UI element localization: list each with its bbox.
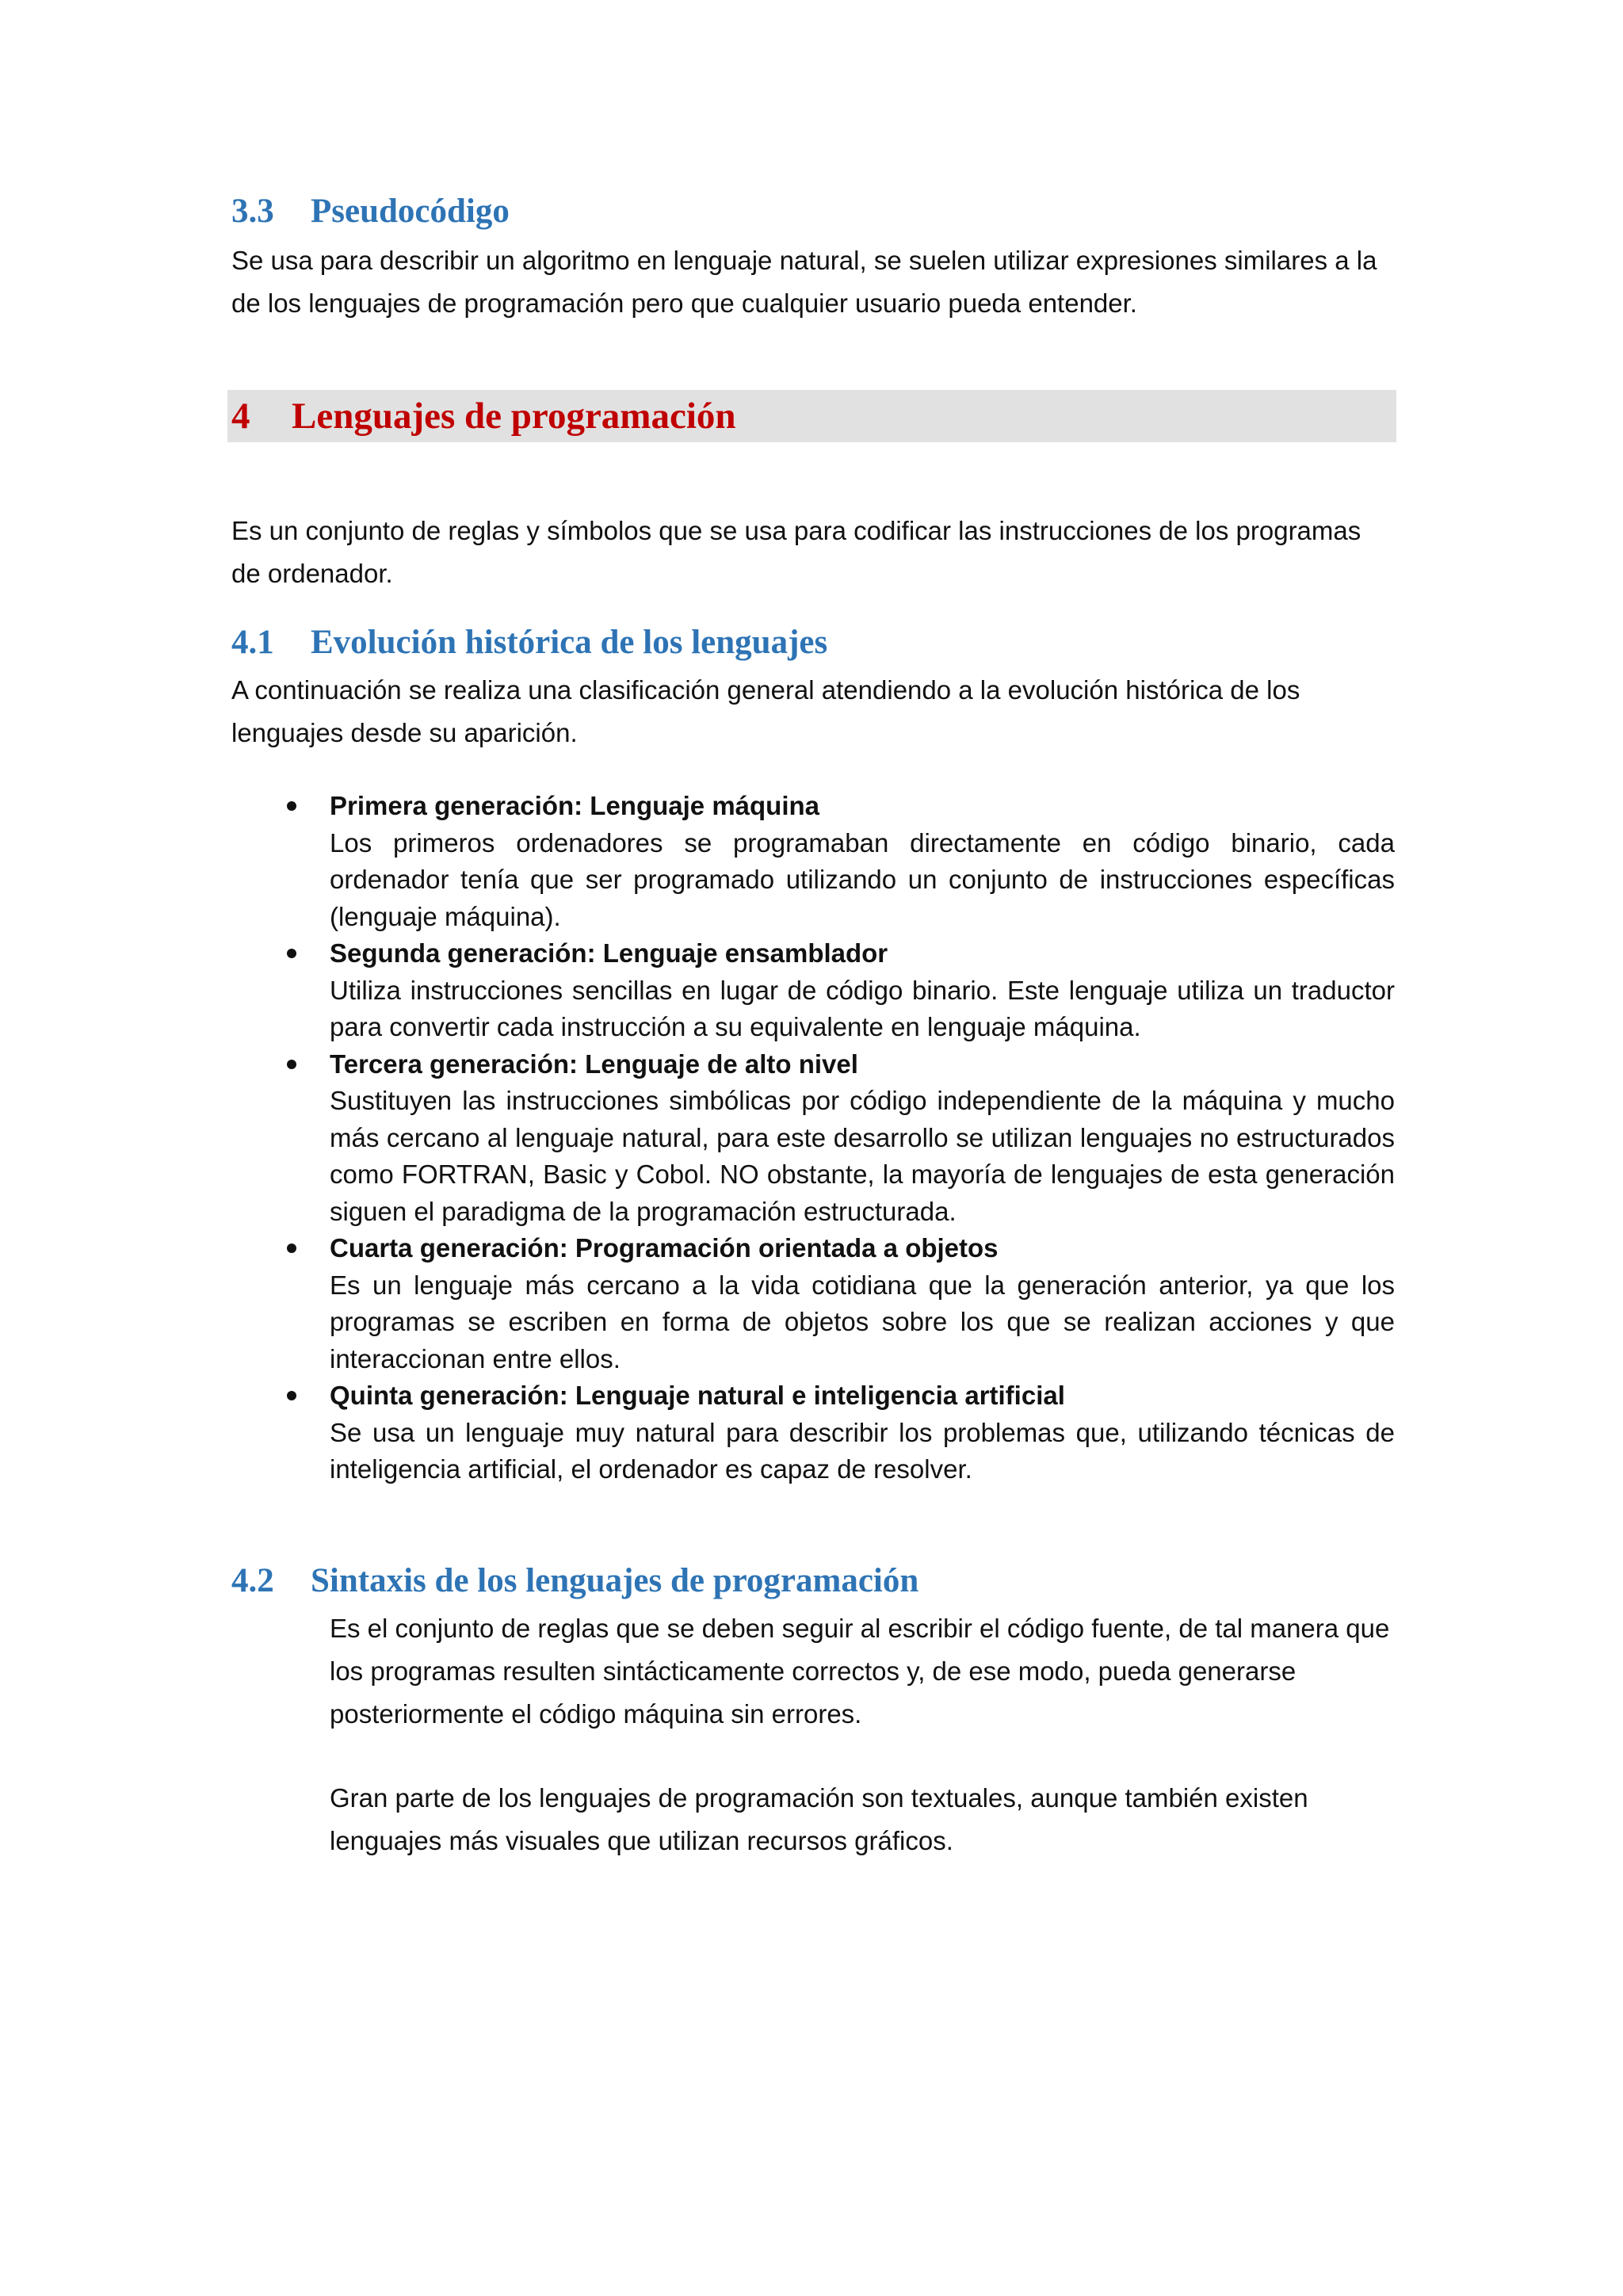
syntax-paragraph-2: Gran parte de los lenguajes de programación son textuales, aunque también existen lenguajes más visuales que utilizan recursos gráficos.: [330, 1783, 1308, 1855]
list-item: [231, 935, 1395, 1046]
heading-title: Pseudocódigo: [311, 193, 510, 230]
list-item-title: Quinta generación: Lenguaje natural e inteligencia artificial: [330, 1381, 1065, 1410]
list-item-title: Cuarta generación: Programación orientada a objetos: [330, 1233, 999, 1263]
heading-title: Lenguajes de programación: [292, 395, 736, 437]
chapter-heading-4: [231, 390, 736, 442]
syntax-paragraph-1: Es el conjunto de reglas que se deben seguir al escribir el código fuente, de tal manera que los programas resulten sintácticamente correctos y, de ese modo, pueda generarse posteriormente el código máquina sin errores.: [330, 1614, 1390, 1729]
bullet-icon: [287, 1244, 296, 1253]
heading-title: Evolución histórica de los lenguajes: [311, 624, 828, 661]
heading-3-3: [231, 192, 510, 231]
heading-number: 3.3: [231, 193, 274, 230]
heading-4-2: [231, 1561, 918, 1600]
list-item-text: Sustituyen las instrucciones simbólicas por código independiente de la máquina y mucho más cercano al lenguaje natural, para este desarrollo se utilizan lenguajes no estructurados como FORTRAN, Basic y Cobol. NO obstante, la mayoría de lenguajes de esta generación siguen el paradigma de la programación estructurada.: [330, 1086, 1395, 1226]
list-item: [231, 788, 1395, 935]
list-item-text: Utiliza instrucciones sencillas en lugar de código binario. Este lenguaje utiliza un traductor para convertir cada instrucción a su equivalente en lenguaje máquina.: [330, 975, 1395, 1041]
list-item-text: Es un lenguaje más cercano a la vida cotidiana que la generación anterior, ya que los programas se escriben en forma de objetos sobre los que se realizan acciones y que interaccionan entre ellos.: [330, 1270, 1395, 1373]
bullet-icon: [287, 801, 296, 811]
list-item-title: Segunda generación: Lenguaje ensamblador: [330, 938, 888, 968]
evolution-intro-paragraph: A continuación se realiza una clasificación general atendiendo a la evolución histórica de los lenguajes desde su aparición.: [231, 675, 1300, 747]
bullet-icon: [287, 949, 296, 958]
list-item: [231, 1046, 1395, 1231]
bullet-icon: [287, 1060, 296, 1069]
languages-definition-paragraph: Es un conjunto de reglas y símbolos que se usa para codificar las instrucciones de los programas de ordenador.: [231, 516, 1361, 588]
list-item-title: Tercera generación: Lenguaje de alto nivel: [330, 1049, 858, 1079]
heading-number: 4: [231, 395, 250, 437]
heading-number: 4.2: [231, 1562, 274, 1599]
list-item: [231, 1230, 1395, 1377]
generations-list: [231, 788, 1395, 1488]
pseudocode-paragraph: Se usa para describir un algoritmo en lenguaje natural, se suelen utilizar expresiones similares a la de los lenguajes de programación pero que cualquier usuario pueda entender.: [231, 246, 1377, 318]
heading-4-1: [231, 623, 827, 662]
list-item: [231, 1377, 1395, 1488]
bullet-icon: [287, 1391, 296, 1400]
list-item-title: Primera generación: Lenguaje máquina: [330, 791, 820, 820]
heading-title: Sintaxis de los lenguajes de programación: [311, 1562, 919, 1599]
list-item-text: Se usa un lenguaje muy natural para describir los problemas que, utilizando técnicas de inteligencia artificial, el ordenador es capaz de resolver.: [330, 1417, 1395, 1484]
heading-number: 4.1: [231, 624, 274, 661]
list-item-text: Los primeros ordenadores se programaban directamente en código binario, cada ordenador tenía que ser programado utilizando un conjunto de instrucciones específicas (lenguaje máquina).: [330, 827, 1395, 931]
